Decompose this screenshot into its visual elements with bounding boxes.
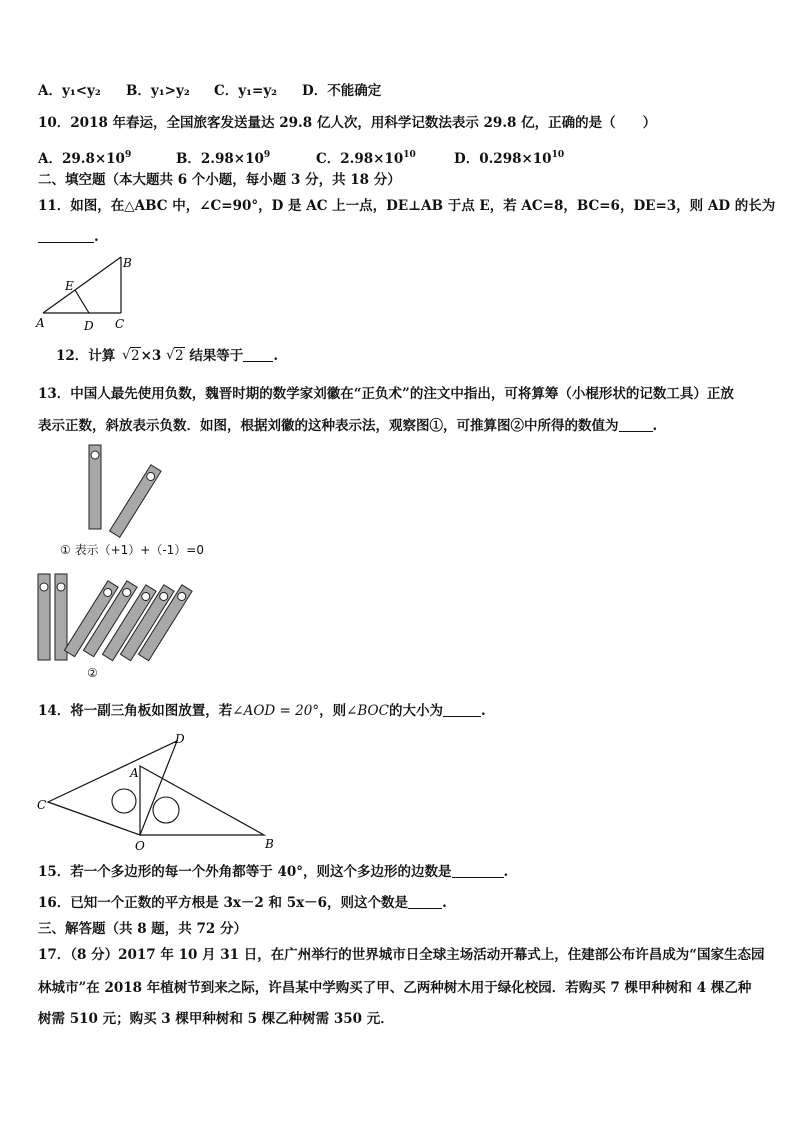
q12-prefix: 12．计算	[56, 348, 116, 364]
q11-triangle-figure	[36, 252, 136, 334]
q11-label-c: C	[115, 317, 125, 331]
q12-sqrt-1: √ 2	[122, 347, 140, 364]
q10-stem: 10．2018 年春运，全国旅客发送量达 29.8 亿人次，用科学记数法表示 29.8 亿，正确的是（ ）	[38, 115, 657, 131]
q11-label-b: B	[123, 256, 132, 270]
q17-line2: 林城市”在 2018 年植树节到来之际，许昌某中学购买了甲、乙两种树木用于绿化校园．若购买 7 棵甲种树和 4 棵乙种	[38, 980, 752, 996]
q14-label-b: B	[265, 837, 274, 851]
q15-answer-blank[interactable]	[452, 863, 504, 878]
q10-option-a: A．$29.8\times 10^9$	[38, 150, 132, 167]
q13-line1: 13．中国人最先使用负数，魏晋时期的数学家刘徽在“正负术”的注文中指出，可将算筹（小棍形状的记数工具）正放	[38, 386, 734, 402]
q13-figure-1	[85, 443, 175, 535]
q12-sqrt-2: √ 2	[166, 347, 184, 364]
q13-answer-blank[interactable]	[619, 417, 653, 432]
q16-answer-blank[interactable]	[408, 894, 442, 909]
q14-angle-given: ∠AOD = 20°	[232, 703, 320, 719]
q11-label-e: E	[65, 279, 74, 293]
q13-caption-2: ②	[87, 666, 98, 680]
q14-label-c: C	[37, 798, 47, 812]
q16-line: 16．已知一个正数的平方根是 3x－2 和 5x－6，则这个数是 .	[38, 895, 447, 911]
q14-answer-blank[interactable]	[443, 702, 481, 717]
q13-line2: 表示正数，斜放表示负数．如图，根据刘徽的这种表示法，观察图①，可推算图②中所得的数值为 .	[38, 418, 658, 434]
q12-suffix: 结果等于	[189, 348, 244, 364]
section2-heading: 二、填空题（本大题共 6 个小题，每小题 3 分，共 18 分）	[38, 172, 401, 188]
q12-line: 12．计算 √ 2×3 √ 2 结果等于 .	[56, 347, 279, 364]
q11-stem: 11．如图，在△ABC 中，∠C=90°，D 是 AC 上一点，DE⊥AB 于点 E，若 AC=8，BC=6，DE=3，则 AD 的长为	[38, 198, 776, 214]
q9-options	[38, 82, 381, 100]
q10-options	[38, 146, 564, 168]
q10-option-c: C．$2.98\times 10^{10}$	[316, 150, 416, 167]
q14-line: 14．将一副三角板如图放置，若∠AOD = 20°，则∠BOC的大小为 .	[38, 703, 486, 719]
q14-angle-ask: ∠BOC	[346, 703, 389, 719]
q14-label-a: A	[130, 766, 139, 780]
q9-option-a: A．y₁<y₂	[38, 83, 101, 99]
q11-answer-line: .	[38, 228, 99, 246]
q9-option-c: C．y₁=y₂	[214, 83, 278, 99]
q14-label-o: O	[135, 839, 145, 853]
q13-figure-2	[36, 572, 201, 664]
q11-answer-blank[interactable]	[38, 228, 94, 243]
q11-label-a: A	[36, 316, 45, 330]
q14-label-d: D	[175, 732, 185, 746]
q13-caption-1: ① 表示（+1）+（-1）=0	[60, 543, 204, 557]
q11-label-d: D	[84, 319, 94, 333]
q17-line1: 17．（8 分）2017 年 10 月 31 日，在广州举行的世界城市日全球主场活动开幕式上，住建部公布许昌成为“国家生态园	[38, 947, 765, 963]
q12-answer-blank[interactable]	[243, 347, 273, 362]
q9-option-b: B．y₁>y₂	[126, 83, 190, 99]
q15-line: 15．若一个多边形的每一个外角都等于 40°，则这个多边形的边数是 .	[38, 864, 509, 880]
q17-line3: 树需 510 元；购买 3 棵甲种树和 5 棵乙种树需 350 元．	[38, 1011, 394, 1027]
q9-option-d: D．不能确定	[302, 83, 382, 99]
q10-option-b: B．$2.98\times 10^9$	[176, 150, 271, 167]
q14-triangles-figure	[34, 730, 284, 854]
q10-option-d: D．$0.298\times 10^{10}$	[454, 150, 565, 167]
section3-heading: 三、解答题（共 8 题，共 72 分）	[38, 921, 247, 937]
